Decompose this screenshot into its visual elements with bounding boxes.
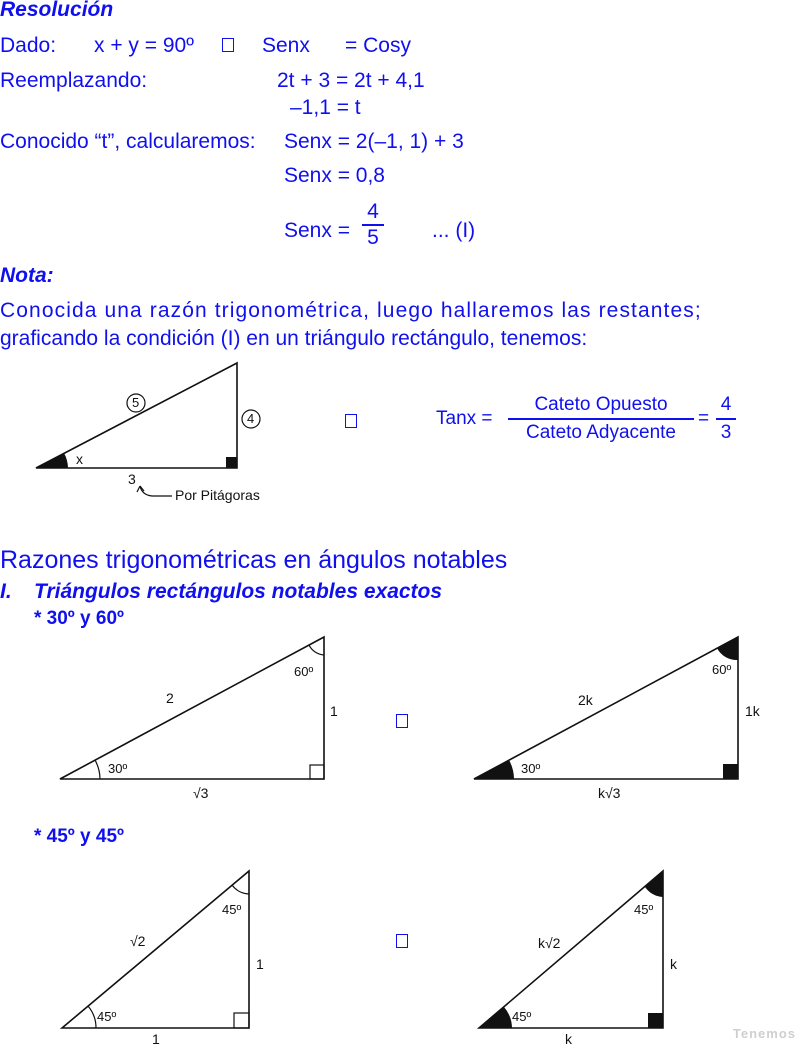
implies-box-icon-3 <box>396 714 408 732</box>
tri3060a-hyp: 2 <box>166 690 174 706</box>
tri45b-bottom-angle: 45º <box>512 1009 532 1024</box>
senx-frac-den: 5 <box>367 226 379 249</box>
section-subtitle: Triángulos rectángulos notables exactos <box>34 580 443 603</box>
tri45a-opp: 1 <box>256 956 264 972</box>
conocido-eq1: Senx = 2(–1, 1) + 3 <box>284 130 464 153</box>
nota-line1: Conocida una razón trigonométrica, luego hallaremos las restantes; <box>0 299 702 322</box>
reemplazando-eq2: –1,1 = t <box>290 96 361 119</box>
tri3060b-opp: 1k <box>745 703 760 719</box>
tri345-adj-label: 3 <box>128 471 136 487</box>
tri45b-opp: k <box>670 956 677 972</box>
senx-frac-num: 4 <box>367 200 379 223</box>
implies-box-icon-2 <box>345 414 357 432</box>
dado-rhs-cosy: = Cosy <box>345 34 411 57</box>
tan-value-fraction <box>716 394 736 444</box>
nota-heading: Nota: <box>0 264 54 287</box>
reemplazando-eq1: 2t + 3 = 2t + 4,1 <box>277 69 425 92</box>
tri3060b-bottom-angle: 30º <box>521 761 541 776</box>
tan-equals: = <box>698 408 710 429</box>
tri3060b-adj: k√3 <box>598 785 621 801</box>
resolucion-heading: Resolución <box>0 0 114 21</box>
tan-frac-num: Cateto Opuesto <box>534 394 668 415</box>
triangle-45-outline <box>62 871 249 1028</box>
tri3060a-top-angle: 60º <box>294 664 314 679</box>
tan-val-den: 3 <box>720 422 732 443</box>
case-45-45: * 45º y 45º <box>34 826 124 847</box>
tri45a-bottom-angle: 45º <box>97 1009 117 1024</box>
tan-fraction <box>508 394 694 444</box>
tri45a-hyp: √2 <box>130 933 146 949</box>
case-30-60: * 30º y 60º <box>34 608 124 629</box>
tri345-angle-label: x <box>76 451 83 467</box>
tri345-hyp-label: 5 <box>132 395 140 410</box>
dado-equation: x + y = 90º <box>94 34 194 57</box>
watermark-logo: Tenemos <box>732 1026 796 1041</box>
senx-tag: ... (I) <box>432 219 476 242</box>
dado-rhs-senx: Senx <box>262 34 310 57</box>
triangle-345 <box>36 363 260 496</box>
tan-label: Tanx = <box>436 408 493 429</box>
tan-frac-den: Cateto Adyacente <box>526 422 676 443</box>
reemplazando-label: Reemplazando: <box>0 69 148 92</box>
tri345-note: Por Pitágoras <box>175 487 260 503</box>
triangle-45-filled <box>479 871 663 1028</box>
tri3060a-opp: 1 <box>330 703 338 719</box>
senx-prefix: Senx = <box>284 219 350 242</box>
nota-line2: graficando la condición (I) en un triángulo rectángulo, tenemos: <box>0 327 588 350</box>
implies-box-icon-4 <box>396 934 408 952</box>
tri45a-top-angle: 45º <box>222 902 242 917</box>
tri3060b-hyp: 2k <box>578 692 593 708</box>
tri345-opp-label: 4 <box>247 411 255 426</box>
tri45b-top-angle: 45º <box>634 902 654 917</box>
section-subtitle-num: I. <box>0 580 12 603</box>
tan-val-num: 4 <box>720 394 732 415</box>
tri3060a-adj: √3 <box>193 785 209 801</box>
tri45b-hyp: k√2 <box>538 935 561 951</box>
conocido-label: Conocido “t”, calcularemos: <box>0 130 256 153</box>
triangle-3060-filled <box>474 637 738 779</box>
triangle-3060-outline <box>60 637 324 779</box>
tri45b-adj: k <box>565 1031 572 1047</box>
dado-label: Dado: <box>0 34 57 57</box>
tri3060b-top-angle: 60º <box>712 662 732 677</box>
tri45a-adj: 1 <box>152 1031 160 1047</box>
section-title: Razones trigonométricas en ángulos notables <box>0 546 508 574</box>
tri3060a-bottom-angle: 30º <box>108 761 128 776</box>
conocido-eq2: Senx = 0,8 <box>284 164 385 187</box>
